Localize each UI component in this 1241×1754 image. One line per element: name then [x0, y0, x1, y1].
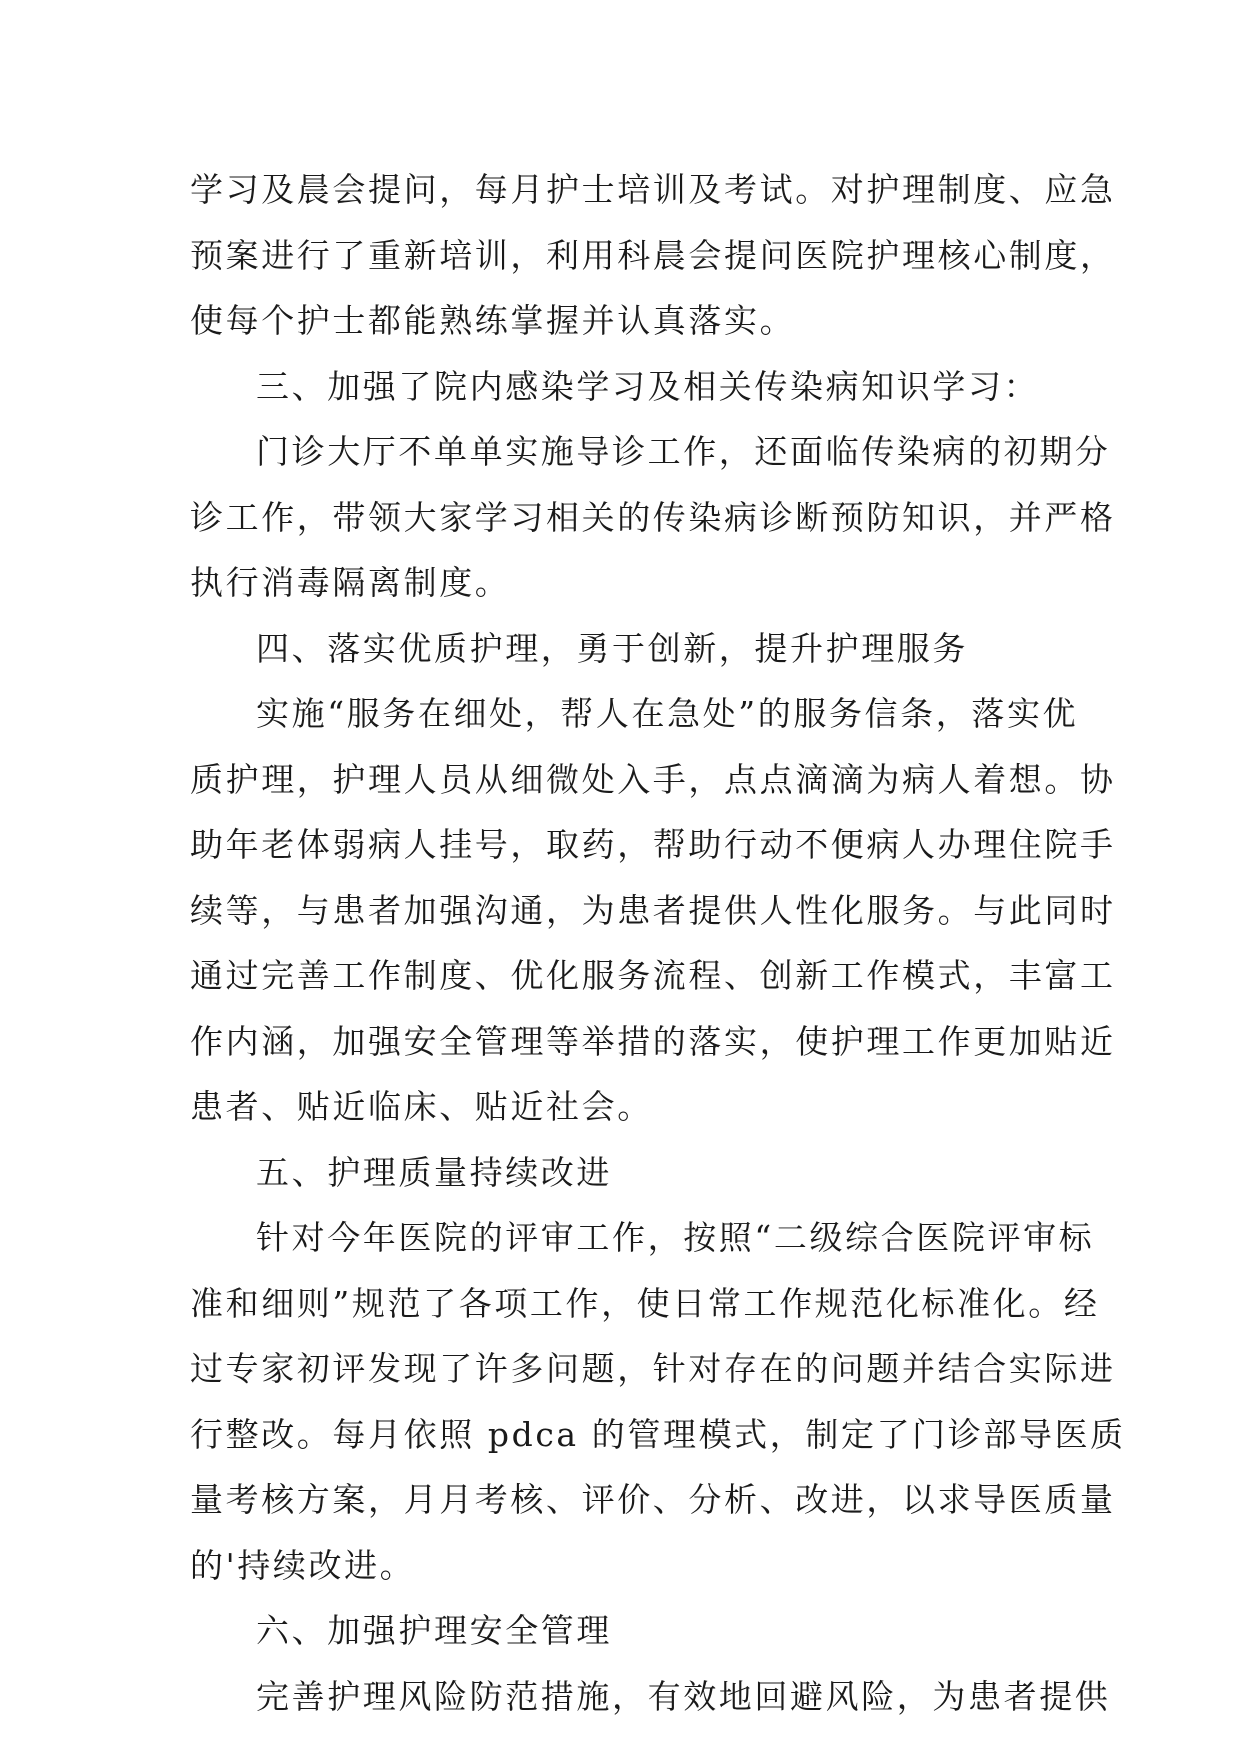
paragraph-line: 患者、贴近临床、贴近社会。	[190, 1087, 653, 1126]
paragraph-line: 通过完善工作制度、优化服务流程、创新工作模式，丰富工	[190, 956, 1116, 995]
paragraph-line: 续等，与患者加强沟通，为患者提供人性化服务。与此同时	[190, 890, 1116, 930]
section-heading-5: 五、护理质量持续改进	[256, 1152, 612, 1192]
paragraph-line: 过专家初评发现了许多问题，针对存在的问题并结合实际进	[190, 1349, 1116, 1388]
paragraph-line: 完善护理风险防范措施，有效地回避风险，为患者提供	[256, 1676, 1111, 1716]
paragraph-line: 行整改。每月依照 pdca 的管理模式，制定了门诊部导医质	[190, 1414, 1126, 1454]
paragraph-line: 学习及晨会提问，每月护士培训及考试。对护理制度、应急	[190, 170, 1116, 209]
paragraph-line: 的'持续改进。	[190, 1545, 416, 1585]
paragraph-line: 实施“服务在细处，帮人在急处”的服务信条，落实优	[256, 694, 1079, 733]
section-heading-3: 三、加强了院内感染学习及相关传染病知识学习：	[256, 366, 1040, 406]
section-heading-4: 四、落实优质护理，勇于创新，提升护理服务	[256, 628, 968, 668]
document-body	[190, 157, 1126, 1729]
section-heading-6: 六、加强护理安全管理	[256, 1611, 612, 1650]
paragraph-line: 质护理，护理人员从细微处入手，点点滴滴为病人着想。协	[190, 759, 1116, 799]
paragraph-line: 使每个护士都能熟练掌握并认真落实。	[190, 301, 796, 340]
paragraph-line: 诊工作，带领大家学习相关的传染病诊断预防知识，并严格	[190, 497, 1116, 537]
paragraph-line: 预案进行了重新培训，利用科晨会提问医院护理核心制度，	[190, 235, 1116, 275]
paragraph-line: 针对今年医院的评审工作，按照“二级综合医院评审标	[256, 1218, 1095, 1257]
paragraph-line: 准和细则”规范了各项工作，使日常工作规范化标准化。经	[190, 1283, 1100, 1323]
paragraph-line: 作内涵，加强安全管理等举措的落实，使护理工作更加贴近	[190, 1021, 1116, 1061]
paragraph-line: 执行消毒隔离制度。	[190, 563, 511, 602]
paragraph-line: 门诊大厅不单单实施导诊工作，还面临传染病的初期分	[256, 432, 1111, 471]
paragraph-line: 量考核方案，月月考核、评价、分析、改进，以求导医质量	[190, 1480, 1116, 1519]
paragraph-line: 助年老体弱病人挂号，取药，帮助行动不便病人办理住院手	[190, 825, 1116, 864]
